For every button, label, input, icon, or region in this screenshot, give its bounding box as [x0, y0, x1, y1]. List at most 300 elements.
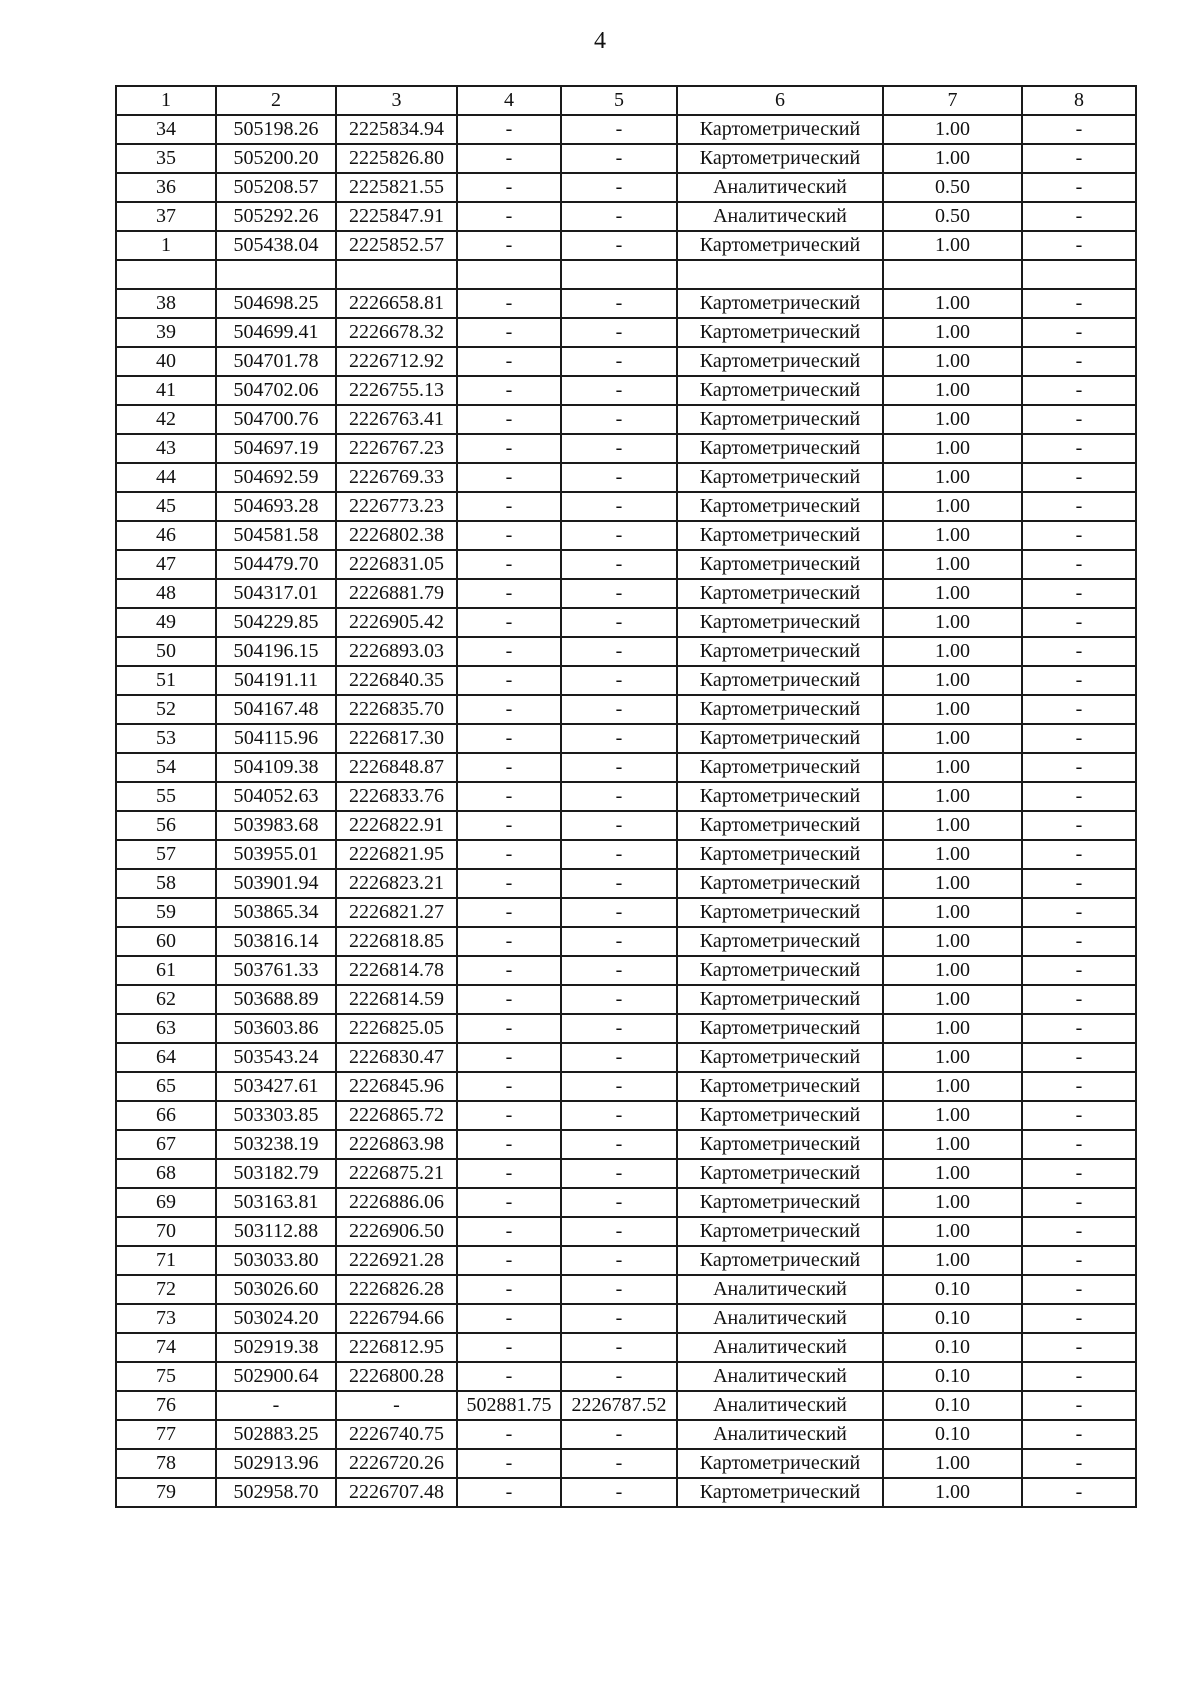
table-cell-x-coordinate: 503427.61 [216, 1072, 336, 1101]
table-cell-x-coordinate: 504191.11 [216, 666, 336, 695]
table-cell-accuracy: 0.10 [883, 1275, 1022, 1304]
table-cell-y-coordinate [336, 260, 457, 289]
table-cell-y-alt-coordinate: - [561, 521, 677, 550]
table-cell-y-alt-coordinate: - [561, 376, 677, 405]
table-cell-x-coordinate: 502919.38 [216, 1333, 336, 1362]
table-cell-x-alt-coordinate: - [457, 1101, 561, 1130]
table-cell-accuracy: 1.00 [883, 608, 1022, 637]
table-cell-y-coordinate: 2226865.72 [336, 1101, 457, 1130]
table-cell-x-coordinate: 504701.78 [216, 347, 336, 376]
table-cell-point-number: 41 [116, 376, 216, 405]
table-cell-y-alt-coordinate: - [561, 1043, 677, 1072]
table-cell-point-number: 48 [116, 579, 216, 608]
table-cell-x-alt-coordinate: - [457, 1130, 561, 1159]
table-cell-x-coordinate: 503238.19 [216, 1130, 336, 1159]
table-cell-y-coordinate: 2226767.23 [336, 434, 457, 463]
table-cell-accuracy: 1.00 [883, 144, 1022, 173]
table-cell-note: - [1022, 1217, 1136, 1246]
table-cell-x-alt-coordinate: - [457, 1188, 561, 1217]
table-cell-accuracy: 1.00 [883, 434, 1022, 463]
table-cell-note: - [1022, 144, 1136, 173]
table-cell-y-coordinate: 2226831.05 [336, 550, 457, 579]
table-cell-accuracy: 1.00 [883, 376, 1022, 405]
table-cell-x-alt-coordinate: - [457, 144, 561, 173]
table-row [116, 144, 1136, 173]
table-cell-x-alt-coordinate: - [457, 434, 561, 463]
table-cell-accuracy: 0.10 [883, 1391, 1022, 1420]
table-cell-y-coordinate: 2226802.38 [336, 521, 457, 550]
table-cell-x-alt-coordinate: - [457, 753, 561, 782]
table-cell-x-coordinate: - [216, 1391, 336, 1420]
table-cell-point-number: 58 [116, 869, 216, 898]
table-cell-y-alt-coordinate: - [561, 1072, 677, 1101]
table-cell-method: Картометрический [677, 724, 883, 753]
table-cell-y-coordinate: 2226886.06 [336, 1188, 457, 1217]
table-cell-x-coordinate: 502900.64 [216, 1362, 336, 1391]
table-cell-note: - [1022, 405, 1136, 434]
table-cell-y-alt-coordinate: - [561, 840, 677, 869]
table-cell-point-number: 45 [116, 492, 216, 521]
table-cell-x-alt-coordinate: - [457, 840, 561, 869]
table-cell-x-alt-coordinate: - [457, 521, 561, 550]
table-cell-y-alt-coordinate: - [561, 1362, 677, 1391]
table-cell-x-coordinate: 504167.48 [216, 695, 336, 724]
table-cell-x-coordinate: 504229.85 [216, 608, 336, 637]
table-cell-x-coordinate: 503303.85 [216, 1101, 336, 1130]
table-cell-method: Картометрический [677, 985, 883, 1014]
table-cell-method: Картометрический [677, 115, 883, 144]
table-cell-point-number: 70 [116, 1217, 216, 1246]
table-cell-y-coordinate: 2226906.50 [336, 1217, 457, 1246]
table-cell-y-coordinate: 2226817.30 [336, 724, 457, 753]
table-cell-accuracy [883, 260, 1022, 289]
table-cell-note: - [1022, 1362, 1136, 1391]
table-row [116, 898, 1136, 927]
table-row [116, 811, 1136, 840]
table-cell-x-alt-coordinate: - [457, 1478, 561, 1507]
table-cell-y-coordinate: 2226763.41 [336, 405, 457, 434]
table-row [116, 695, 1136, 724]
table-cell-y-coordinate: 2226755.13 [336, 376, 457, 405]
table-cell-x-alt-coordinate: - [457, 869, 561, 898]
table-row [116, 260, 1136, 289]
table-header-row [116, 86, 1136, 115]
table-cell-x-coordinate: 504697.19 [216, 434, 336, 463]
table-cell-x-alt-coordinate: - [457, 811, 561, 840]
table-cell-x-alt-coordinate [457, 260, 561, 289]
table-cell-accuracy: 1.00 [883, 463, 1022, 492]
table-cell-method: Картометрический [677, 376, 883, 405]
table-cell-point-number: 78 [116, 1449, 216, 1478]
table-cell-x-alt-coordinate: - [457, 115, 561, 144]
table-cell-accuracy: 1.00 [883, 550, 1022, 579]
table-cell-y-alt-coordinate: - [561, 782, 677, 811]
table-cell-y-coordinate: 2226712.92 [336, 347, 457, 376]
table-cell-method: Картометрический [677, 231, 883, 260]
table-row [116, 521, 1136, 550]
table-cell-note: - [1022, 1159, 1136, 1188]
table-cell-method: Картометрический [677, 463, 883, 492]
table-cell-point-number: 35 [116, 144, 216, 173]
table-body [116, 86, 1136, 1507]
table-cell-point-number: 53 [116, 724, 216, 753]
table-cell-y-alt-coordinate: - [561, 666, 677, 695]
table-cell-y-alt-coordinate: - [561, 1159, 677, 1188]
table-cell-y-coordinate: 2226825.05 [336, 1014, 457, 1043]
table-cell-y-coordinate: 2226814.59 [336, 985, 457, 1014]
table-cell-x-alt-coordinate: - [457, 1043, 561, 1072]
table-row [116, 1101, 1136, 1130]
table-row [116, 753, 1136, 782]
table-row [116, 869, 1136, 898]
table-cell-note: - [1022, 1130, 1136, 1159]
table-cell-note: - [1022, 1449, 1136, 1478]
table-cell-x-coordinate: 503033.80 [216, 1246, 336, 1275]
table-cell-point-number: 67 [116, 1130, 216, 1159]
table-cell-note: - [1022, 1333, 1136, 1362]
table-cell-point-number: 42 [116, 405, 216, 434]
table-cell-method: Картометрический [677, 521, 883, 550]
table-cell-accuracy: 1.00 [883, 1072, 1022, 1101]
table-cell-point-number: 75 [116, 1362, 216, 1391]
table-cell-x-alt-coordinate: - [457, 1014, 561, 1043]
table-cell-note: - [1022, 202, 1136, 231]
table-cell-x-alt-coordinate: - [457, 927, 561, 956]
table-cell-accuracy: 1.00 [883, 1014, 1022, 1043]
table-cell-x-coordinate: 504479.70 [216, 550, 336, 579]
table-cell-method: Картометрический [677, 1014, 883, 1043]
table-cell-y-coordinate: 2226835.70 [336, 695, 457, 724]
table-cell-accuracy: 1.00 [883, 869, 1022, 898]
table-cell-y-coordinate: 2226678.32 [336, 318, 457, 347]
table-cell-x-alt-coordinate: - [457, 173, 561, 202]
table-cell-y-alt-coordinate: - [561, 173, 677, 202]
table-cell-accuracy: 1.00 [883, 724, 1022, 753]
table-cell-accuracy: 1.00 [883, 579, 1022, 608]
table-cell-x-alt-coordinate: - [457, 463, 561, 492]
table-cell-method: Аналитический [677, 1333, 883, 1362]
table-cell-y-coordinate: 2226826.28 [336, 1275, 457, 1304]
table-cell-method: Картометрический [677, 1159, 883, 1188]
table-cell-note: - [1022, 666, 1136, 695]
table-cell-y-alt-coordinate: - [561, 289, 677, 318]
table-cell-point-number: 79 [116, 1478, 216, 1507]
table-cell-x-alt-coordinate: - [457, 550, 561, 579]
table-cell-x-coordinate: 503955.01 [216, 840, 336, 869]
table-cell-x-alt-coordinate: - [457, 666, 561, 695]
table-cell-accuracy: 1.00 [883, 1101, 1022, 1130]
table-cell-method: Картометрический [677, 347, 883, 376]
table-cell-note: - [1022, 637, 1136, 666]
table-cell-note: - [1022, 1246, 1136, 1275]
table-cell-note: - [1022, 347, 1136, 376]
table-cell-y-alt-coordinate: - [561, 753, 677, 782]
table-cell-point-number: 59 [116, 898, 216, 927]
table-cell-y-coordinate: 2226800.28 [336, 1362, 457, 1391]
table-cell-accuracy: 1.00 [883, 318, 1022, 347]
table-row [116, 1014, 1136, 1043]
table-cell-y-alt-coordinate: - [561, 927, 677, 956]
table-row [116, 289, 1136, 318]
table-cell-point-number: 34 [116, 115, 216, 144]
table-cell-x-coordinate: 505198.26 [216, 115, 336, 144]
table-cell-note: - [1022, 695, 1136, 724]
table-cell-note: - [1022, 115, 1136, 144]
table-cell-accuracy: 1.00 [883, 1130, 1022, 1159]
table-cell-y-alt-coordinate: - [561, 1275, 677, 1304]
table-cell-x-alt-coordinate: - [457, 1420, 561, 1449]
table-cell-y-coordinate: 2225852.57 [336, 231, 457, 260]
table-cell-y-coordinate: 2226818.85 [336, 927, 457, 956]
table-cell-y-coordinate: 2225826.80 [336, 144, 457, 173]
table-cell-note: - [1022, 521, 1136, 550]
table-cell-accuracy: 1.00 [883, 492, 1022, 521]
table-cell-x-alt-coordinate: - [457, 1449, 561, 1478]
table-cell-note: - [1022, 1014, 1136, 1043]
table-cell-accuracy: 1.00 [883, 840, 1022, 869]
table-cell-accuracy: 1.00 [883, 956, 1022, 985]
table-cell-method: Картометрический [677, 782, 883, 811]
table-cell-point-number: 50 [116, 637, 216, 666]
table-cell-y-alt-coordinate: - [561, 579, 677, 608]
table-cell-note: - [1022, 956, 1136, 985]
table-cell-point-number: 76 [116, 1391, 216, 1420]
table-cell-note: - [1022, 1478, 1136, 1507]
table-cell-accuracy: 1.00 [883, 115, 1022, 144]
table-cell-accuracy: 0.10 [883, 1420, 1022, 1449]
table-cell-x-alt-coordinate: - [457, 724, 561, 753]
table-cell-point-number: 39 [116, 318, 216, 347]
table-cell-method: Картометрический [677, 318, 883, 347]
table-cell-x-alt-coordinate: 502881.75 [457, 1391, 561, 1420]
table-cell-note: - [1022, 550, 1136, 579]
table-cell-point-number: 56 [116, 811, 216, 840]
table-cell-accuracy: 0.10 [883, 1304, 1022, 1333]
table-cell-accuracy: 1.00 [883, 695, 1022, 724]
table-cell-point-number: 73 [116, 1304, 216, 1333]
table-cell-note: - [1022, 579, 1136, 608]
table-cell-accuracy: 1.00 [883, 1217, 1022, 1246]
table-cell-y-coordinate: 2226845.96 [336, 1072, 457, 1101]
table-cell-y-coordinate: 2226812.95 [336, 1333, 457, 1362]
table-cell-x-alt-coordinate: - [457, 1362, 561, 1391]
table-cell-method: Картометрический [677, 666, 883, 695]
table-cell-y-alt-coordinate: - [561, 1478, 677, 1507]
table-row [116, 231, 1136, 260]
table-cell-method: Картометрический [677, 898, 883, 927]
table-row [116, 956, 1136, 985]
column-header-x-coordinate: 2 [216, 86, 336, 115]
table-cell-y-alt-coordinate: - [561, 405, 677, 434]
table-cell-point-number: 40 [116, 347, 216, 376]
table-cell-y-alt-coordinate [561, 260, 677, 289]
table-cell-method: Картометрический [677, 695, 883, 724]
table-row [116, 724, 1136, 753]
table-cell-y-coordinate: 2225821.55 [336, 173, 457, 202]
table-cell-point-number: 74 [116, 1333, 216, 1362]
table-cell-y-alt-coordinate: - [561, 144, 677, 173]
column-header-y-alt-coordinate: 5 [561, 86, 677, 115]
table-cell-accuracy: 1.00 [883, 1478, 1022, 1507]
table-cell-y-alt-coordinate: - [561, 1449, 677, 1478]
table-cell-point-number: 69 [116, 1188, 216, 1217]
page-number: 4 [594, 28, 606, 54]
table-cell-accuracy: 1.00 [883, 289, 1022, 318]
table-cell-method: Картометрический [677, 289, 883, 318]
table-cell-x-coordinate: 505292.26 [216, 202, 336, 231]
table-cell-x-alt-coordinate: - [457, 695, 561, 724]
table-cell-x-alt-coordinate: - [457, 985, 561, 1014]
table-cell-point-number: 36 [116, 173, 216, 202]
table-cell-y-coordinate: - [336, 1391, 457, 1420]
table-cell-x-coordinate: 502958.70 [216, 1478, 336, 1507]
table-row [116, 405, 1136, 434]
table-row [116, 1449, 1136, 1478]
table-cell-x-coordinate: 505208.57 [216, 173, 336, 202]
table-cell-accuracy: 0.50 [883, 173, 1022, 202]
table-row [116, 1333, 1136, 1362]
table-cell-note: - [1022, 434, 1136, 463]
table-cell-point-number: 51 [116, 666, 216, 695]
table-cell-method: Картометрический [677, 608, 883, 637]
table-cell-y-coordinate: 2226881.79 [336, 579, 457, 608]
table-cell-y-coordinate: 2226875.21 [336, 1159, 457, 1188]
table-cell-y-coordinate: 2226821.27 [336, 898, 457, 927]
table-cell-method: Аналитический [677, 1391, 883, 1420]
table-cell-x-alt-coordinate: - [457, 579, 561, 608]
table-cell-point-number: 37 [116, 202, 216, 231]
table-cell-y-coordinate: 2226720.26 [336, 1449, 457, 1478]
table-cell-y-coordinate: 2226658.81 [336, 289, 457, 318]
table-cell-x-coordinate: 504693.28 [216, 492, 336, 521]
table-cell-x-coordinate: 504317.01 [216, 579, 336, 608]
table-cell-note: - [1022, 1420, 1136, 1449]
table-cell-point-number: 64 [116, 1043, 216, 1072]
table-cell-x-alt-coordinate: - [457, 347, 561, 376]
column-header-method: 6 [677, 86, 883, 115]
table-cell-point-number: 46 [116, 521, 216, 550]
table-cell-x-coordinate: 504196.15 [216, 637, 336, 666]
table-cell-x-alt-coordinate: - [457, 202, 561, 231]
table-cell-accuracy: 1.00 [883, 927, 1022, 956]
table-cell-point-number: 49 [116, 608, 216, 637]
table-row [116, 202, 1136, 231]
table-cell-method: Аналитический [677, 1304, 883, 1333]
table-cell-accuracy: 1.00 [883, 782, 1022, 811]
table-cell-y-alt-coordinate: - [561, 231, 677, 260]
table-cell-x-alt-coordinate: - [457, 637, 561, 666]
column-header-note: 8 [1022, 86, 1136, 115]
table-cell-x-coordinate: 503865.34 [216, 898, 336, 927]
table-cell-x-coordinate: 504700.76 [216, 405, 336, 434]
table-cell-x-alt-coordinate: - [457, 376, 561, 405]
table-cell-y-alt-coordinate: - [561, 956, 677, 985]
table-cell-y-alt-coordinate: - [561, 347, 677, 376]
table-cell-note: - [1022, 173, 1136, 202]
table-cell-note: - [1022, 1188, 1136, 1217]
table-cell-y-alt-coordinate: - [561, 1101, 677, 1130]
table-cell-point-number: 47 [116, 550, 216, 579]
table-cell-x-coordinate: 503761.33 [216, 956, 336, 985]
table-cell-note: - [1022, 985, 1136, 1014]
table-cell-y-alt-coordinate: - [561, 1130, 677, 1159]
table-cell-method: Аналитический [677, 1420, 883, 1449]
table-cell-accuracy: 1.00 [883, 811, 1022, 840]
table-cell-x-coordinate: 502883.25 [216, 1420, 336, 1449]
table-row [116, 434, 1136, 463]
table-cell-y-alt-coordinate: - [561, 811, 677, 840]
table-cell-x-coordinate: 504699.41 [216, 318, 336, 347]
table-cell-method: Картометрический [677, 144, 883, 173]
table-cell-method: Аналитический [677, 1362, 883, 1391]
table-cell-y-alt-coordinate: - [561, 492, 677, 521]
table-cell-x-alt-coordinate: - [457, 289, 561, 318]
table-cell-note [1022, 260, 1136, 289]
table-cell-method: Картометрический [677, 434, 883, 463]
table-cell-y-coordinate: 2226848.87 [336, 753, 457, 782]
table-cell-method: Картометрический [677, 927, 883, 956]
table-cell-x-coordinate: 504698.25 [216, 289, 336, 318]
table-row [116, 1072, 1136, 1101]
table-cell-y-coordinate: 2226707.48 [336, 1478, 457, 1507]
table-cell-point-number: 55 [116, 782, 216, 811]
table-row [116, 492, 1136, 521]
table-cell-y-alt-coordinate: - [561, 434, 677, 463]
table-cell-y-alt-coordinate: - [561, 202, 677, 231]
table-cell-accuracy: 1.00 [883, 1159, 1022, 1188]
table-cell-point-number: 62 [116, 985, 216, 1014]
table-row [116, 637, 1136, 666]
table-cell-x-coordinate: 503543.24 [216, 1043, 336, 1072]
table-cell-x-coordinate: 503112.88 [216, 1217, 336, 1246]
table-cell-accuracy: 0.50 [883, 202, 1022, 231]
table-cell-y-alt-coordinate: - [561, 318, 677, 347]
table-cell-y-coordinate: 2226794.66 [336, 1304, 457, 1333]
table-cell-note: - [1022, 1391, 1136, 1420]
table-row [116, 1043, 1136, 1072]
table-cell-method: Картометрический [677, 956, 883, 985]
table-row [116, 550, 1136, 579]
table-cell-point-number: 66 [116, 1101, 216, 1130]
table-row [116, 1478, 1136, 1507]
table-cell-note: - [1022, 782, 1136, 811]
table-row [116, 1188, 1136, 1217]
table-cell-x-coordinate: 503983.68 [216, 811, 336, 840]
table-cell-y-alt-coordinate: - [561, 1333, 677, 1362]
table-cell-point-number: 68 [116, 1159, 216, 1188]
table-cell-method [677, 260, 883, 289]
table-cell-y-alt-coordinate: - [561, 550, 677, 579]
table-cell-note: - [1022, 608, 1136, 637]
table-cell-method: Аналитический [677, 202, 883, 231]
table-cell-note: - [1022, 927, 1136, 956]
table-row [116, 782, 1136, 811]
table-cell-accuracy: 1.00 [883, 1188, 1022, 1217]
table-cell-y-alt-coordinate: - [561, 898, 677, 927]
table-cell-y-alt-coordinate: - [561, 1420, 677, 1449]
table-cell-note: - [1022, 869, 1136, 898]
table-cell-method: Картометрический [677, 1449, 883, 1478]
table-cell-y-coordinate: 2226773.23 [336, 492, 457, 521]
table-cell-note: - [1022, 318, 1136, 347]
table-cell-method: Картометрический [677, 1043, 883, 1072]
table-cell-accuracy: 1.00 [883, 1043, 1022, 1072]
table-cell-note: - [1022, 898, 1136, 927]
table-row [116, 608, 1136, 637]
table-row [116, 1391, 1136, 1420]
table-row [116, 1304, 1136, 1333]
table-cell-y-coordinate: 2226823.21 [336, 869, 457, 898]
